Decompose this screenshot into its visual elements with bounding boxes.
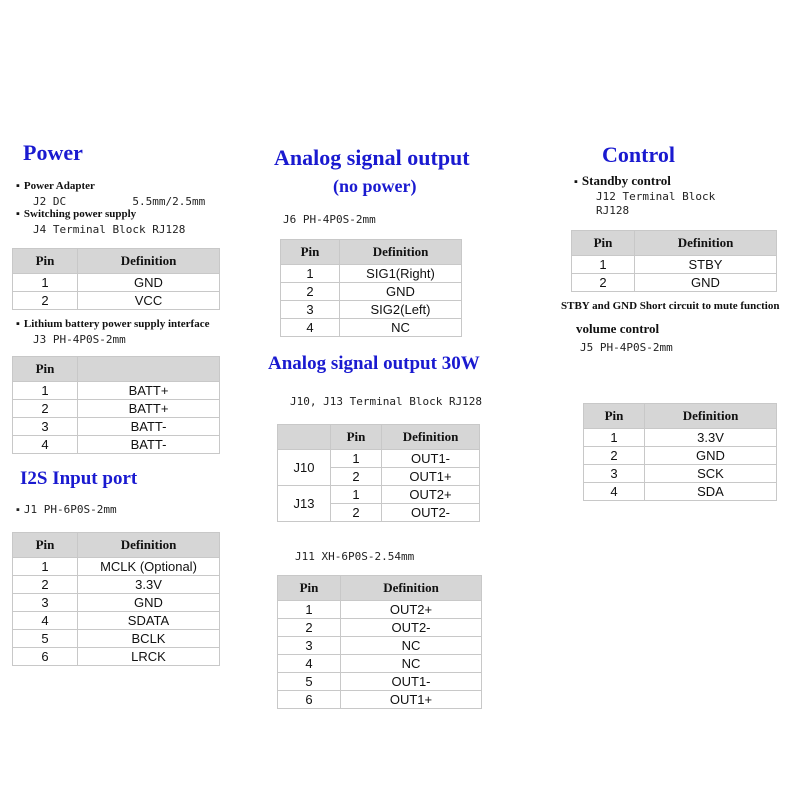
pin-cell: 3 (13, 418, 78, 436)
definition-cell: BATT- (78, 436, 220, 454)
col-header-definition: Definition (78, 533, 220, 558)
pin-cell: 2 (278, 619, 341, 637)
definition-cell: 3.3V (78, 576, 220, 594)
table-row (278, 637, 482, 655)
definition-cell: BATT- (78, 418, 220, 436)
col-header-definition: Definition (78, 249, 220, 274)
definition-cell: NC (341, 655, 482, 673)
table-row (572, 274, 777, 292)
pin-cell: 1 (584, 429, 645, 447)
i2s-title: I2S Input port (20, 468, 138, 489)
definition-cell: SIG1(Right) (340, 265, 462, 283)
definition-cell: MCLK (Optional) (78, 558, 220, 576)
pin-cell: 3 (278, 637, 341, 655)
col-header-pin: Pin (584, 404, 645, 429)
pin-cell: 4 (281, 319, 340, 337)
i2s-table (12, 532, 220, 666)
definition-cell: GND (78, 594, 220, 612)
table-row (584, 483, 777, 501)
table-row (13, 382, 220, 400)
pin-cell: 1 (13, 274, 78, 292)
definition-cell: BATT+ (78, 382, 220, 400)
pin-cell: 1 (13, 558, 78, 576)
definition-cell: 3.3V (645, 429, 777, 447)
definition-cell: OUT1- (382, 450, 480, 468)
pin-cell: 2 (13, 292, 78, 310)
definition-cell: SCK (645, 465, 777, 483)
group-cell: J10 (278, 450, 331, 486)
definition-cell: GND (635, 274, 777, 292)
pin-cell: 3 (281, 301, 340, 319)
volume-label: volume control (576, 321, 660, 336)
power-adapter-label-text: Power Adapter (23, 180, 95, 192)
mute-note: STBY and GND Short circuit to mute function (561, 300, 780, 312)
definition-cell: OUT2- (382, 504, 480, 522)
definition-cell: NC (341, 637, 482, 655)
definition-cell: OUT2- (341, 619, 482, 637)
pin-cell: 5 (13, 630, 78, 648)
table-row (584, 429, 777, 447)
col-header-pin: Pin (572, 231, 635, 256)
col-header-definition: Definition (382, 425, 480, 450)
pin-cell: 4 (278, 655, 341, 673)
table-row (13, 594, 220, 612)
group-cell: J13 (278, 486, 331, 522)
analog-spec: J6 PH-4P0S-2mm (283, 213, 376, 226)
analog30-table (277, 424, 480, 522)
table-row (13, 558, 220, 576)
col-header-definition: Definition (645, 404, 777, 429)
pin-cell: 3 (13, 594, 78, 612)
table-row (13, 648, 220, 666)
table-row (278, 655, 482, 673)
control-title: Control (602, 142, 675, 167)
col-header-pin: Pin (281, 240, 340, 265)
table-row (13, 400, 220, 418)
analog30-spec: J10, J13 Terminal Block RJ128 (290, 395, 483, 408)
definition-cell: GND (340, 283, 462, 301)
col-header-definition: Definition (341, 576, 482, 601)
lithium-label: ▪ Lithium battery power supply interface (16, 318, 210, 330)
battery-table (12, 356, 220, 454)
definition-cell: GND (645, 447, 777, 465)
analog-subtitle: (no power) (333, 176, 417, 196)
table-row (281, 283, 462, 301)
table-row (278, 691, 482, 709)
definition-cell: NC (340, 319, 462, 337)
switching-supply-spec: J4 Terminal Block RJ128 (33, 223, 186, 236)
pin-cell: 6 (13, 648, 78, 666)
j11-table (277, 575, 482, 709)
table-row (13, 292, 220, 310)
table-row (281, 265, 462, 283)
col-header-pin: Pin (278, 576, 341, 601)
pin-cell: 2 (331, 504, 382, 522)
pin-cell: 5 (278, 673, 341, 691)
definition-cell: OUT2+ (382, 486, 480, 504)
table-row (278, 673, 482, 691)
standby-spec-line2: RJ128 (596, 204, 630, 217)
table-row (13, 418, 220, 436)
pin-cell: 3 (584, 465, 645, 483)
col-header-pin: Pin (13, 357, 78, 382)
standby-label-text: Standby control (581, 173, 671, 188)
i2s-spec-text: J1 PH-6P0S-2mm (23, 503, 117, 516)
definition-cell: GND (78, 274, 220, 292)
definition-cell: OUT2+ (341, 601, 482, 619)
col-header-pin: Pin (331, 425, 382, 450)
definition-cell: LRCK (78, 648, 220, 666)
pin-cell: 2 (331, 468, 382, 486)
table-row (584, 447, 777, 465)
table-row (281, 301, 462, 319)
pin-cell: 1 (278, 601, 341, 619)
table-row (278, 601, 482, 619)
definition-cell: SDA (645, 483, 777, 501)
pin-cell: 2 (572, 274, 635, 292)
definition-cell: VCC (78, 292, 220, 310)
pin-cell: 4 (13, 436, 78, 454)
col-header-pin: Pin (13, 533, 78, 558)
switching-supply-label-text: Switching power supply (23, 208, 137, 220)
analog-table (280, 239, 462, 337)
definition-cell: OUT1+ (341, 691, 482, 709)
table-row (13, 576, 220, 594)
lithium-label-text: Lithium battery power supply interface (23, 318, 210, 330)
pin-cell: 1 (281, 265, 340, 283)
pin-cell: 2 (13, 576, 78, 594)
table-row (278, 619, 482, 637)
analog-title: Analog signal output (274, 145, 470, 170)
table-row (572, 256, 777, 274)
col-header-blank (278, 425, 331, 450)
table-row (13, 630, 220, 648)
pin-cell: 2 (13, 400, 78, 418)
table-row (278, 450, 480, 468)
definition-cell: STBY (635, 256, 777, 274)
pin-cell: 1 (13, 382, 78, 400)
analog30-title: Analog signal output 30W (268, 353, 480, 374)
col-header-definition: Definition (340, 240, 462, 265)
power-title: Power (23, 140, 83, 165)
definition-cell: OUT1+ (382, 468, 480, 486)
pin-cell: 1 (572, 256, 635, 274)
standby-spec-line1: J12 Terminal Block (596, 190, 716, 203)
definition-cell: BATT+ (78, 400, 220, 418)
col-header-pin: Pin (13, 249, 78, 274)
table-row (584, 465, 777, 483)
power-adapter-spec: J2 DC 5.5mm/2.5mm (33, 195, 206, 208)
table-row (281, 319, 462, 337)
pin-cell: 1 (331, 450, 382, 468)
switching-supply-label: ▪ Switching power supply (16, 208, 137, 220)
table-row (13, 612, 220, 630)
volume-spec: J5 PH-4P0S-2mm (580, 341, 673, 354)
definition-cell: SIG2(Left) (340, 301, 462, 319)
table-row (278, 486, 480, 504)
pin-cell: 4 (13, 612, 78, 630)
definition-cell: OUT1- (341, 673, 482, 691)
definition-cell: SDATA (78, 612, 220, 630)
definition-cell: BCLK (78, 630, 220, 648)
table-row (13, 436, 220, 454)
pin-cell: 4 (584, 483, 645, 501)
pin-cell: 1 (331, 486, 382, 504)
pin-cell: 2 (584, 447, 645, 465)
j11-spec: J11 XH-6P0S-2.54mm (295, 550, 415, 563)
pin-cell: 6 (278, 691, 341, 709)
i2s-spec: ▪ J1 PH-6P0S-2mm (16, 503, 117, 516)
pin-cell: 2 (281, 283, 340, 301)
standby-label: ▪ Standby control (574, 173, 671, 188)
power-adapter-label: ▪ Power Adapter (16, 180, 95, 192)
standby-table (571, 230, 777, 292)
col-header-definition: Definition (635, 231, 777, 256)
col-header-blank (78, 357, 220, 382)
power-table (12, 248, 220, 310)
table-row (13, 274, 220, 292)
volume-table (583, 403, 777, 501)
lithium-spec: J3 PH-4P0S-2mm (33, 333, 126, 346)
